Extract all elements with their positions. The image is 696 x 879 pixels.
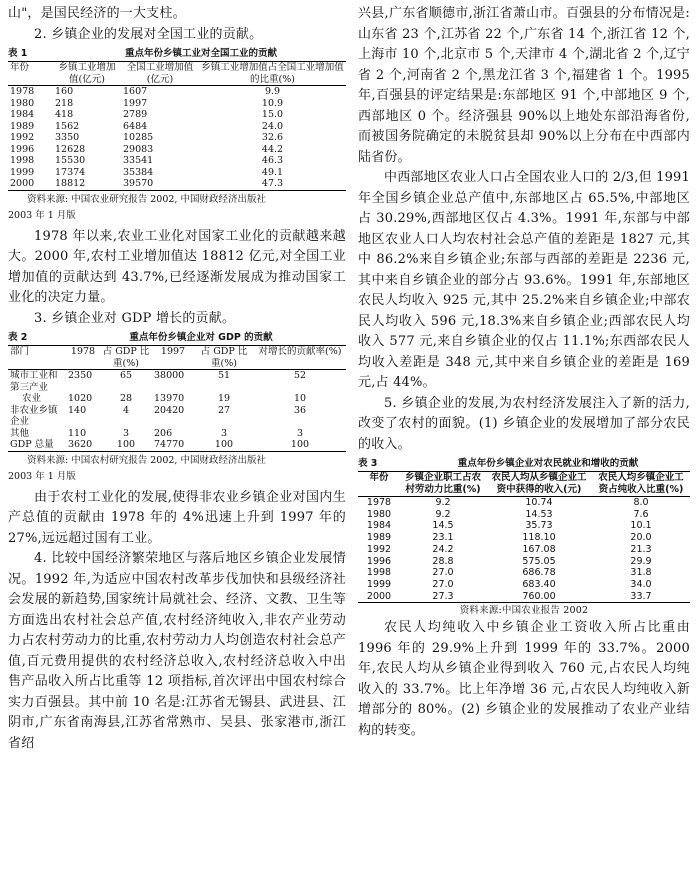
cell: 1980 — [366, 508, 392, 520]
source-text: 中国农业研究报告 2002, 中国财政经济出版社 — [71, 193, 266, 205]
table-2-number: 表 2 — [8, 332, 28, 343]
cell: 24.0 — [261, 120, 284, 132]
col-header: 部门 — [10, 346, 30, 357]
cell: 1020 — [68, 393, 93, 404]
table-row — [8, 405, 346, 428]
cell: 城市工业和第三产业 — [10, 370, 58, 393]
cell: 29.9 — [630, 555, 652, 567]
cell: 28 — [119, 393, 133, 404]
cell: 3 — [122, 427, 130, 439]
paragraph: 由于农村工业化的发展,使得非农业乡镇企业对国内生产总值的贡献由 1978 年的 4%迅速上升到 1997 年的 27%,远远超过国有工业。 — [8, 489, 346, 546]
cell: 32.6 — [261, 132, 284, 143]
col-header: 农民人均从乡镇企业工资中获得的收入(元) — [491, 472, 587, 495]
cell: 1978 — [10, 86, 35, 97]
cell: 3 — [296, 427, 304, 439]
cell: 35.73 — [525, 520, 553, 532]
cell: 24.2 — [432, 543, 454, 555]
cell: 110 — [68, 427, 87, 439]
cell: 10.9 — [261, 97, 284, 109]
cell: 39570 — [123, 178, 154, 189]
table-2 — [8, 345, 346, 452]
cell: 9.2 — [435, 508, 451, 520]
source-label: 资料来源: — [27, 454, 69, 466]
cell: 1989 — [10, 120, 35, 132]
paragraph: 农民人均纯收入中乡镇企业工资收入所占比重由 1996 年的 29.9%上升到 1999 年的 33.7%。2000 年,农民人均从乡镇企业得到收入 760 元,占农民人均纯收入的 33.7%。比上年净增 36 元,占农民人均纯收入新增部分的 80%。(2) 乡镇企业的发展推动了农业产业结构的转变。 — [358, 620, 690, 738]
cell: 4 — [122, 404, 130, 416]
cell: 3350 — [55, 132, 80, 143]
col-header: 全国工业增加值(亿元) — [126, 62, 194, 85]
table-header-row — [358, 472, 690, 497]
cell: 160 — [55, 86, 74, 97]
table-row — [358, 591, 690, 603]
table-row — [358, 556, 690, 568]
section-paragraph-5: 5. 乡镇企业的发展,为农村经济发展注入了新的活力,改变了农村的面貌。(1) 乡镇企业的发展增加了部分农民的收入。 — [358, 395, 690, 452]
cell: 10 — [293, 393, 307, 404]
cell: 100 — [290, 439, 310, 450]
table-row — [8, 144, 346, 156]
cell: 20.0 — [630, 532, 652, 544]
left-column — [8, 4, 346, 754]
table-1-caption — [8, 47, 346, 61]
paragraph: 中西部地区农业人口占全国农业人口的 2/3,但 1991 年全国乡镇企业总产值中,东部地区占 65.5%,中部地区占 30.29%,西部地区仅占 4.3%。1991 年,东部与中部地区农业人口人均农村社会总产值的差距是 1827 元,其中 86.2%来自乡镇企业;东部与西部的差距是 2236 元,其中来自乡镇企业的部分占 93.6%。1991 年,东部地区农民人均收入 925 元,其中 25.2%来自乡镇企业;中部农民人均收入 596 元,18.3%来自乡镇企业;西部农民人均收入 577 元,来自乡镇企业的仅占 11.1%;东西部农民人均收入差距是 348 元,其中来自乡镇企业的差距是 169 元,占 44%。 — [358, 170, 691, 390]
paragraph-continued: 山"，是国民经济的一大支柱。 — [8, 6, 186, 21]
table-2-source — [8, 454, 346, 468]
table-3-caption — [358, 457, 690, 471]
paragraph: 1978 年以来,农业工业化对国家工业化的贡献越来越大。2000 年,农村工业增加值达 18812 亿元,对全国工业增加值的贡献达到 43.7%,已经逐渐发展成为推动国家工业化的决定力量。 — [8, 228, 346, 305]
cell: 15.0 — [261, 109, 284, 120]
cell: 18812 — [55, 178, 86, 189]
table-3 — [358, 471, 690, 603]
right-column — [358, 4, 690, 741]
cell: 65 — [119, 370, 133, 381]
col-header: 占 GDP 比重(%) — [200, 346, 248, 369]
cell: 1607 — [123, 86, 148, 97]
cell: 12628 — [55, 143, 86, 155]
cell: 36 — [293, 404, 307, 416]
table-2-title: 重点年份乡镇企业对 GDP 的贡献 — [129, 332, 273, 343]
table-row — [8, 132, 346, 144]
cell: 140 — [68, 404, 87, 416]
cell: 760.00 — [522, 590, 556, 602]
table-3-title: 重点年份乡镇企业对农民就业和增收的贡献 — [457, 458, 639, 469]
cell: 10.74 — [525, 497, 553, 508]
cell: 1997 — [123, 97, 148, 109]
table-2-source-date: 2003 年 1 月版 — [8, 470, 76, 482]
cell: 10285 — [123, 132, 154, 143]
cell: 15530 — [55, 155, 86, 166]
cell: 2350 — [68, 370, 93, 381]
table-header-row — [8, 346, 346, 370]
cell: 1992 — [366, 543, 392, 555]
cell: 8.0 — [633, 497, 649, 508]
cell: 28.8 — [432, 555, 454, 567]
cell: 3 — [220, 427, 228, 439]
cell: 3620 — [68, 439, 93, 450]
cell: 575.05 — [522, 555, 556, 567]
cell: 农业 — [22, 393, 42, 404]
cell: 2000 — [366, 590, 392, 602]
cell: 1992 — [10, 132, 35, 143]
table-row — [8, 86, 346, 98]
table-row — [358, 509, 690, 521]
cell: 2000 — [10, 178, 35, 189]
cell: 1989 — [366, 532, 392, 544]
table-row — [8, 428, 346, 440]
cell: 14.5 — [432, 520, 454, 532]
cell: 7.6 — [633, 508, 649, 520]
cell: 46.3 — [261, 155, 284, 166]
cell: GDP 总量 — [10, 439, 54, 450]
cell: 1999 — [10, 166, 35, 178]
cell: 29083 — [123, 143, 154, 155]
cell: 14.53 — [525, 508, 553, 520]
table-1-source-date: 2003 年 1 月版 — [8, 209, 76, 221]
cell: 206 — [154, 427, 173, 439]
cell: 6484 — [123, 120, 148, 132]
cell: 27.0 — [432, 567, 454, 579]
cell: 9.9 — [264, 86, 281, 97]
cell: 19 — [217, 393, 231, 404]
cell: 1562 — [55, 120, 80, 132]
table-row — [358, 579, 690, 591]
table-row — [8, 178, 346, 190]
cell: 118.10 — [522, 532, 556, 544]
col-header: 年份 — [369, 472, 389, 483]
table-row — [358, 497, 690, 509]
cell: 100 — [116, 439, 136, 450]
cell: 27.0 — [432, 578, 454, 590]
section-heading-2: 2. 乡镇企业的发展对全国工业的贡献。 — [34, 26, 263, 42]
cell: 31.8 — [630, 567, 652, 579]
cell: 683.40 — [522, 578, 556, 590]
table-row — [358, 532, 690, 544]
table-header-row — [8, 62, 346, 86]
col-header: 农民人均乡镇企业工资占纯收入比重(%) — [598, 472, 684, 495]
col-header: 年份 — [10, 62, 30, 73]
col-header: 乡镇工业增加值(亿元) — [58, 62, 116, 85]
cell: 218 — [55, 97, 74, 109]
cell: 1998 — [10, 155, 35, 166]
table-1 — [8, 61, 346, 191]
table-1-source — [8, 193, 346, 207]
section-paragraph-4: 4. 比较中国经济繁荣地区与落后地区乡镇企业发展情况。1992 年,为适应中国农村改革步伐加快和县级经济社会发展的新趋势,国家统计局就社会、经济、文教、卫生等方面选出农村社会总产值,农村经济纯收入,非农产业劳动力占农村劳动力的比重,农村劳动力人均创造农村社会总产值,百元费用提供的农村经济总收入,农村经济总收入中出售产品收入所占比重等 12 项指标,首次评出中国农村综合实力百强县。其中前 10 名是:江苏省无锡县、武进县、江阴市,广东省南海县,江苏省常熟市、吴县、张家港市,浙江省绍 — [8, 551, 346, 751]
table-row — [8, 155, 346, 167]
cell: 38000 — [154, 370, 185, 381]
table-row — [8, 98, 346, 110]
cell: 1998 — [366, 567, 392, 579]
col-header: 乡镇工业增加值占全国工业增加值的比重(%) — [201, 62, 344, 85]
source-label: 资料来源: — [27, 193, 69, 205]
cell: 1996 — [10, 143, 35, 155]
table-row — [8, 393, 346, 405]
col-header: 对增长的贡献率(%) — [258, 346, 342, 357]
cell: 27 — [217, 404, 231, 416]
cell: 17374 — [55, 166, 86, 178]
cell: 1980 — [10, 97, 35, 109]
col-header: 1978 — [70, 346, 96, 357]
table-3-source: 资料来源:中国农业报告 2002 — [459, 605, 589, 617]
table-1-title: 重点年份乡镇工业对全国工业的贡献 — [124, 48, 277, 59]
cell: 1978 — [366, 497, 392, 508]
col-header: 1997 — [160, 346, 186, 357]
cell: 47.3 — [261, 178, 284, 189]
paragraph-continued: 兴县,广东省顺德市,浙江省萧山市。百强县的分布情况是:山东省 23 个,江苏省 22 个,广东省 14 个,浙江省 12 个,上海市 10 个,北京市 5 个,天津市 4 个,湖北省 2 个,辽宁省 2 个,河南省 2 个,黑龙江省 3 个,福建省 1 个。1995 年,百强县的评定结果是:东部地区 91 个,中部地区 9 个,西部地区 0 个。经济强县 90%以上地处东部沿海省份,而被国务院确定的未脱贫县却 90%以上分布在中西部内陆省份。 — [358, 6, 690, 165]
table-1-number: 表 1 — [8, 48, 28, 59]
cell: 34.0 — [630, 578, 652, 590]
table-row — [358, 544, 690, 556]
cell: 100 — [214, 439, 234, 450]
cell: 1996 — [366, 555, 392, 567]
table-2-caption — [8, 331, 346, 345]
cell: 23.1 — [432, 532, 454, 544]
table-row — [8, 167, 346, 179]
cell: 非农业乡镇企业 — [10, 404, 58, 427]
cell: 其他 — [10, 427, 30, 439]
cell: 2789 — [123, 109, 148, 120]
cell: 418 — [55, 109, 74, 120]
table-3-number: 表 3 — [358, 458, 378, 469]
section-heading-3: 3. 乡镇企业对 GDP 增长的贡献。 — [34, 310, 236, 326]
table-row — [8, 370, 346, 394]
cell: 52 — [293, 370, 307, 381]
cell: 13970 — [154, 393, 185, 404]
table-row — [8, 121, 346, 133]
cell: 74770 — [154, 439, 185, 450]
cell: 51 — [217, 370, 231, 381]
cell: 44.2 — [261, 143, 284, 155]
cell: 49.1 — [261, 166, 284, 178]
cell: 10.1 — [630, 520, 652, 532]
table-row — [8, 109, 346, 121]
table-row — [358, 567, 690, 579]
cell: 1999 — [366, 578, 392, 590]
cell: 27.3 — [432, 590, 454, 602]
col-header: 占 GDP 比重(%) — [102, 346, 150, 369]
table-row — [8, 439, 346, 451]
cell: 35384 — [123, 166, 154, 178]
cell: 686.78 — [522, 567, 556, 579]
cell: 20420 — [154, 404, 185, 416]
col-header: 乡镇企业职工占农村劳动力比重(%) — [404, 472, 481, 495]
source-text: 中国农村研究报告 2002, 中国财政经济出版社 — [71, 454, 266, 466]
cell: 33.7 — [630, 590, 652, 602]
cell: 167.08 — [522, 543, 556, 555]
cell: 1984 — [366, 520, 392, 532]
cell: 33541 — [123, 155, 154, 166]
cell: 9.2 — [435, 497, 451, 508]
table-row — [358, 520, 690, 532]
cell: 21.3 — [630, 543, 652, 555]
cell: 1984 — [10, 109, 35, 120]
